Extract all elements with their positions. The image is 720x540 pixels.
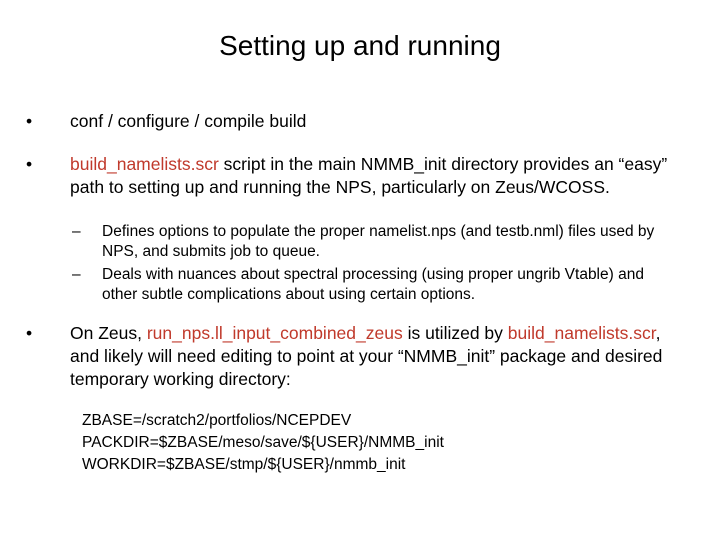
bullet-dot: •: [26, 111, 33, 131]
bullet-zeus: [26, 322, 686, 391]
bullet-dot: •: [26, 154, 33, 174]
sub-bullet-text: Defines options to populate the proper namelist.nps (and testb.nml) files used by NPS, and submits job to queue.: [102, 223, 655, 260]
bullet-text-part: On Zeus,: [70, 323, 147, 343]
script-name: build_namelists.scr: [70, 154, 219, 174]
code-line: ZBASE=/scratch2/portfolios/NCEPDEV: [82, 412, 352, 429]
script-name: run_nps.ll_input_combined_zeus: [146, 323, 403, 343]
code-line: PACKDIR=$ZBASE/meso/save/${USER}/NMMB_init: [82, 434, 444, 451]
sub-bullet-nuances: [72, 265, 672, 305]
sub-bullet-defines: [72, 222, 672, 262]
bullet-text: conf / configure / compile build: [70, 111, 307, 131]
bullet-text-part: , and likely will need editing to point at your “NMMB_init” package and desired temporary working directory:: [70, 323, 663, 389]
sub-bullet-dash: –: [72, 266, 81, 283]
sub-bullet-text: Deals with nuances about spectral processing (using proper ungrib Vtable) and other subtle complications about using certain options.: [102, 266, 644, 303]
slide-title: Setting up and running: [219, 30, 501, 61]
code-line: WORKDIR=$ZBASE/stmp/${USER}/nmmb_init: [82, 456, 406, 473]
bullet-conf: [26, 110, 686, 133]
bullet-text: [70, 153, 686, 199]
sub-bullet-dash: –: [72, 223, 81, 240]
bullet-text: [70, 322, 686, 391]
bullet-build-namelists: [26, 153, 686, 199]
bullet-dot: •: [26, 323, 33, 343]
script-name: build_namelists.scr: [507, 323, 656, 343]
bullet-text-rest: script in the main NMMB_init directory provides an “easy” path to setting up and running the NPS, particularly on Zeus/WCOSS.: [70, 154, 668, 197]
bullet-text-part: is utilized by: [402, 323, 508, 343]
code-block: [82, 410, 444, 476]
